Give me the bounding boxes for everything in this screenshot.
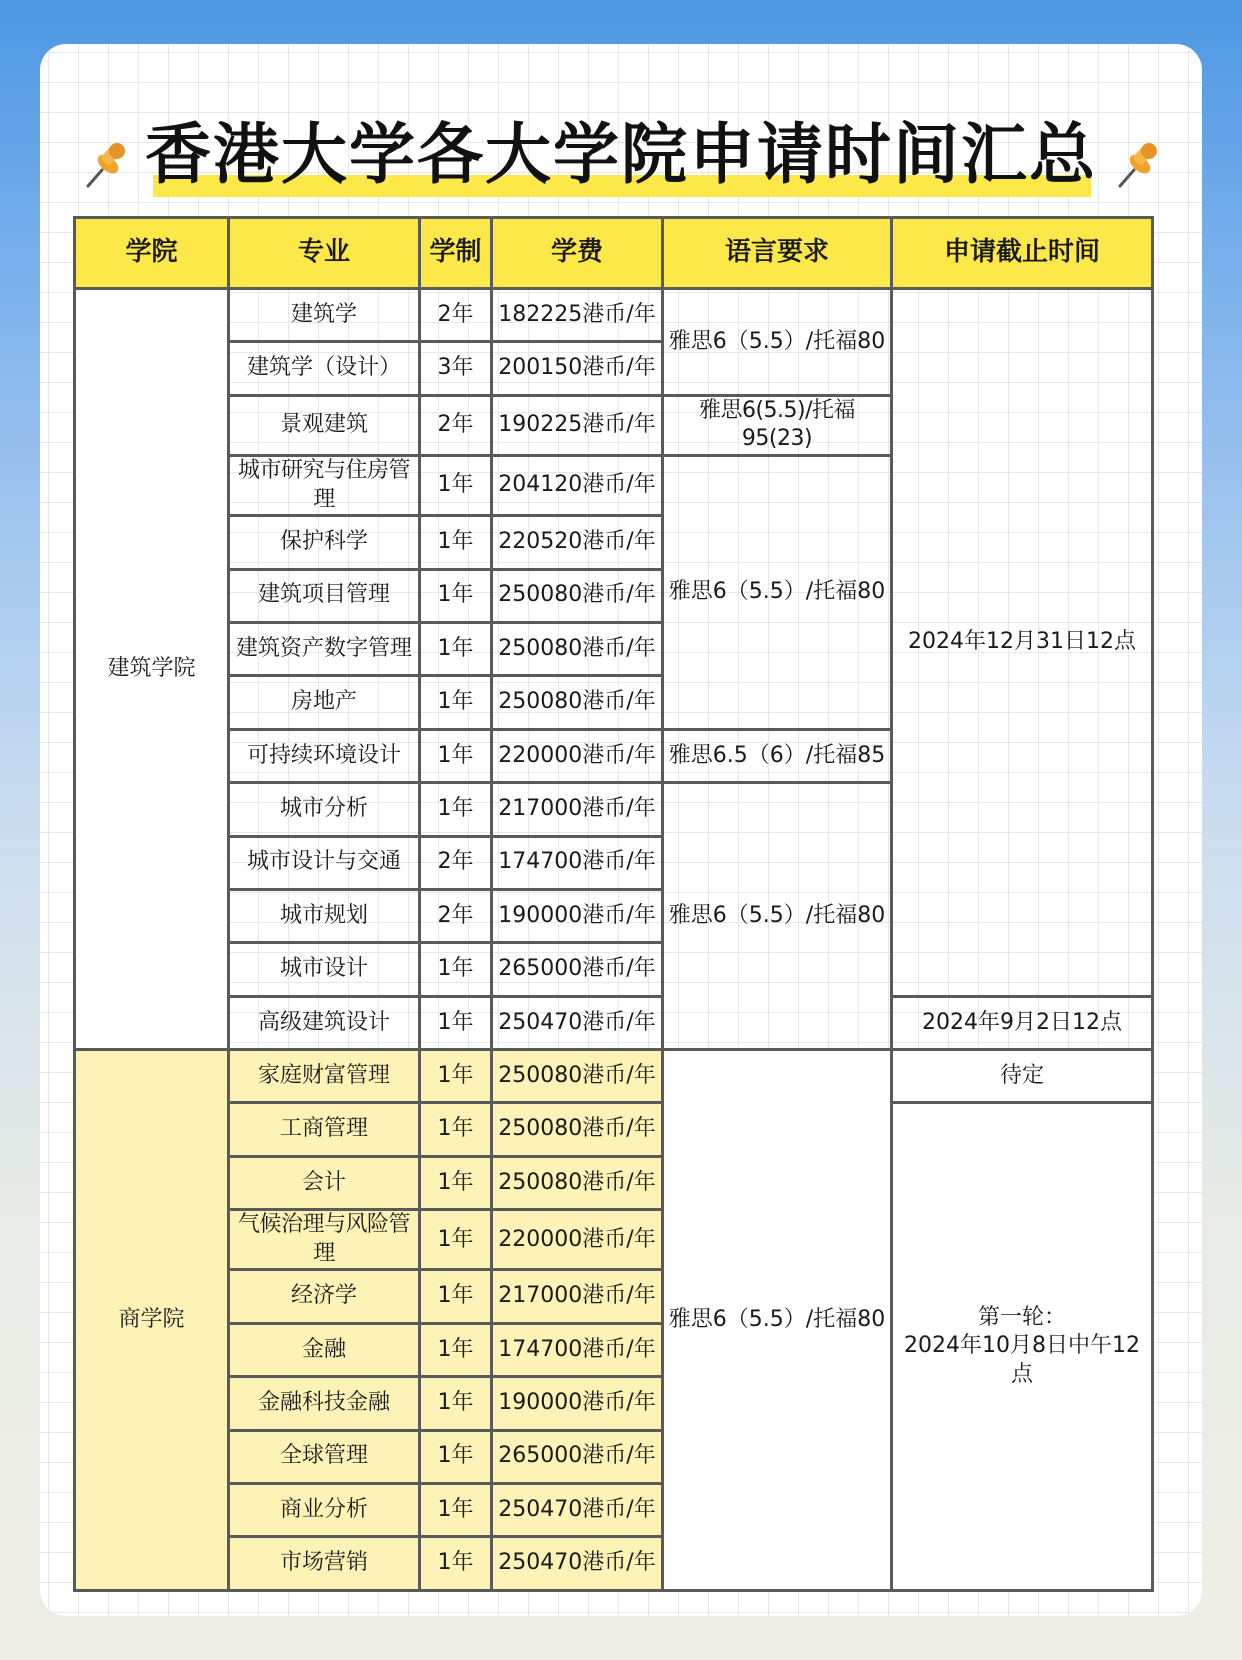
fee-cell: 265000港币/年 — [492, 1430, 663, 1483]
fee-cell: 182225港币/年 — [492, 289, 663, 342]
deadline-cell: 2024年9月2日12点 — [892, 996, 1153, 1049]
fee-cell: 250080港币/年 — [492, 1103, 663, 1156]
fee-cell: 174700港币/年 — [492, 836, 663, 889]
table-header-row — [75, 218, 1153, 289]
fee-cell: 250080港币/年 — [492, 676, 663, 729]
duration-cell: 2年 — [420, 836, 492, 889]
major-cell: 景观建筑 — [229, 395, 420, 455]
header-fee: 学费 — [492, 218, 663, 289]
fee-cell: 250080港币/年 — [492, 569, 663, 622]
major-cell: 家庭财富管理 — [229, 1050, 420, 1103]
fee-cell: 190000港币/年 — [492, 889, 663, 942]
language-cell: 雅思6（5.5）/托福80 — [663, 455, 892, 729]
duration-cell: 1年 — [420, 1103, 492, 1156]
language-cell: 雅思6(5.5)/托福95(23) — [663, 395, 892, 455]
major-cell: 金融 — [229, 1323, 420, 1376]
fee-cell: 204120港币/年 — [492, 455, 663, 515]
header-language: 语言要求 — [663, 218, 892, 289]
title-area — [40, 100, 1202, 210]
duration-cell: 2年 — [420, 395, 492, 455]
school-business: 商学院 — [75, 1050, 229, 1591]
table-row — [75, 996, 1153, 1049]
fee-cell: 190225港币/年 — [492, 395, 663, 455]
major-cell: 房地产 — [229, 676, 420, 729]
major-cell: 商业分析 — [229, 1483, 420, 1536]
pushpin-icon — [80, 140, 132, 192]
major-cell: 城市分析 — [229, 783, 420, 836]
duration-cell: 1年 — [420, 996, 492, 1049]
fee-cell: 174700港币/年 — [492, 1323, 663, 1376]
duration-cell: 1年 — [420, 1050, 492, 1103]
pushpin-icon — [1112, 140, 1164, 192]
deadline-round-date: 2024年10月8日中午12点 — [904, 1333, 1140, 1387]
major-cell: 高级建筑设计 — [229, 996, 420, 1049]
duration-cell: 1年 — [420, 516, 492, 569]
major-cell: 建筑学（设计） — [229, 342, 420, 395]
duration-cell: 1年 — [420, 1323, 492, 1376]
school-architecture: 建筑学院 — [75, 289, 229, 1050]
duration-cell: 3年 — [420, 342, 492, 395]
header-school: 学院 — [75, 218, 229, 289]
fee-cell: 190000港币/年 — [492, 1377, 663, 1430]
fee-cell: 250470港币/年 — [492, 996, 663, 1049]
major-cell: 城市设计 — [229, 943, 420, 996]
major-cell: 全球管理 — [229, 1430, 420, 1483]
duration-cell: 1年 — [420, 676, 492, 729]
deadline-cell — [892, 1103, 1153, 1590]
fee-cell: 250080港币/年 — [492, 622, 663, 675]
duration-cell: 1年 — [420, 1210, 492, 1270]
major-cell: 建筑学 — [229, 289, 420, 342]
major-cell: 城市设计与交通 — [229, 836, 420, 889]
poster-card — [40, 44, 1202, 1616]
table-row — [75, 1050, 1153, 1103]
header-deadline: 申请截止时间 — [892, 218, 1153, 289]
major-cell: 工商管理 — [229, 1103, 420, 1156]
table-row — [75, 289, 1153, 342]
duration-cell: 1年 — [420, 455, 492, 515]
language-cell: 雅思6（5.5）/托福80 — [663, 1050, 892, 1591]
fee-cell: 220000港币/年 — [492, 1210, 663, 1270]
deadline-cell: 待定 — [892, 1050, 1153, 1103]
fee-cell: 250470港币/年 — [492, 1537, 663, 1590]
duration-cell: 1年 — [420, 1483, 492, 1536]
duration-cell: 1年 — [420, 1156, 492, 1209]
duration-cell: 2年 — [420, 289, 492, 342]
duration-cell: 1年 — [420, 622, 492, 675]
fee-cell: 250080港币/年 — [492, 1156, 663, 1209]
deadline-round-label: 第一轮： — [977, 1304, 1066, 1330]
major-cell: 可持续环境设计 — [229, 729, 420, 782]
fee-cell: 217000港币/年 — [492, 783, 663, 836]
major-cell: 保护科学 — [229, 516, 420, 569]
major-cell: 金融科技金融 — [229, 1377, 420, 1430]
fee-cell: 265000港币/年 — [492, 943, 663, 996]
fee-cell: 217000港币/年 — [492, 1270, 663, 1323]
major-cell: 建筑资产数字管理 — [229, 622, 420, 675]
major-cell: 会计 — [229, 1156, 420, 1209]
duration-cell: 1年 — [420, 943, 492, 996]
table-row — [75, 1103, 1153, 1156]
fee-cell: 220000港币/年 — [492, 729, 663, 782]
duration-cell: 1年 — [420, 1430, 492, 1483]
language-cell: 雅思6.5（6）/托福85 — [663, 729, 892, 782]
fee-cell: 250470港币/年 — [492, 1483, 663, 1536]
major-cell: 建筑项目管理 — [229, 569, 420, 622]
application-schedule-table — [73, 216, 1154, 1592]
duration-cell: 1年 — [420, 729, 492, 782]
duration-cell: 1年 — [420, 1537, 492, 1590]
fee-cell: 220520港币/年 — [492, 516, 663, 569]
fee-cell: 250080港币/年 — [492, 1050, 663, 1103]
major-cell: 城市研究与住房管理 — [229, 455, 420, 515]
page-title: 香港大学各大学院申请时间汇总 — [145, 116, 1097, 193]
header-duration: 学制 — [420, 218, 492, 289]
language-cell: 雅思6（5.5）/托福80 — [663, 289, 892, 396]
deadline-cell: 2024年12月31日12点 — [892, 289, 1153, 997]
major-cell: 市场营销 — [229, 1537, 420, 1590]
duration-cell: 1年 — [420, 783, 492, 836]
major-cell: 城市规划 — [229, 889, 420, 942]
language-cell: 雅思6（5.5）/托福80 — [663, 783, 892, 1050]
duration-cell: 2年 — [420, 889, 492, 942]
header-major: 专业 — [229, 218, 420, 289]
duration-cell: 1年 — [420, 1377, 492, 1430]
major-cell: 气候治理与风险管理 — [229, 1210, 420, 1270]
fee-cell: 200150港币/年 — [492, 342, 663, 395]
major-cell: 经济学 — [229, 1270, 420, 1323]
duration-cell: 1年 — [420, 1270, 492, 1323]
duration-cell: 1年 — [420, 569, 492, 622]
